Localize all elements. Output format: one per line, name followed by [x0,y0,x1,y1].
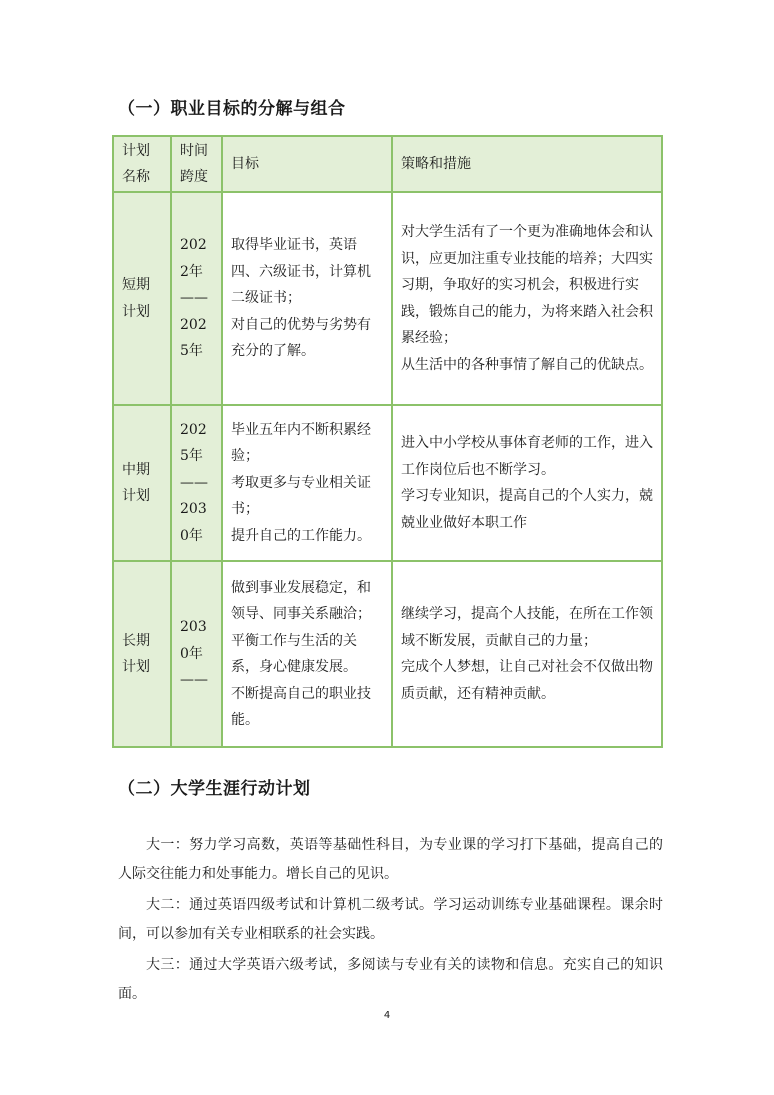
cell-span: 2025年 ——2030年 [171,405,222,561]
header-plan-name: 计划名称 [113,136,171,192]
table-header-row [113,136,662,192]
goal-item: 做到事业发展稳定，和领导、同事关系融洽； [231,579,371,622]
cell-strategies [392,192,662,405]
cell-goals [222,405,392,561]
goal-item: 毕业五年内不断积累经验； [231,421,371,465]
header-strategies: 策略和措施 [392,136,662,192]
cell-plan: 短期计划 [113,192,171,405]
cell-strategies [392,405,662,561]
strategy-item: 进入中小学校从事体育老师的工作，进入工作岗位后也不断学习。 [401,435,653,478]
table-row-mid-term [113,405,662,561]
goal-item: 平衡工作与生活的关系，身心健康发展。 [231,632,357,675]
strategy-item: 学习专业知识，提高自己的个人实力，兢兢业业做好本职工作 [401,488,653,531]
cell-span: 2030年 —— [171,561,222,747]
goal-item: 取得毕业证书，英语四、六级证书，计算机二级证书； [231,237,371,307]
table-row-long-term [113,561,662,747]
paragraph-year-two: 大二：通过英语四级考试和计算机二级考试。学习运动训练专业基础课程。课余时间，可以参加有关专业相联系的社会实践。 [118,897,663,942]
section-title-action-plan: （二）大学生涯行动计划 [118,779,311,799]
cell-goals [222,192,392,405]
strategy-item: 继续学习，提高个人技能，在所在工作领域不断发展，贡献自己的力量； [401,606,653,649]
goal-item: 不断提高自己的职业技能。 [231,685,371,728]
table-row-short-term [113,192,662,405]
cell-span: 2022年 ——2025年 [171,192,222,405]
goal-item: 对自己的优势与劣势有充分的了解。 [231,316,371,360]
paragraph-year-three: 大三：通过大学英语六级考试，多阅读与专业有关的读物和信息。充实自己的知识面。 [118,957,663,1002]
strategy-item: 完成个人梦想，让自己对社会不仅做出物质贡献，还有精神贡献。 [401,659,653,702]
page-number: 4 [383,1010,391,1021]
header-goals: 目标 [222,136,392,192]
strategy-item: 对大学生活有了一个更为准确地体会和认识，应更加注重专业技能的培养；大四实习期，争取好的实习机会，积极进行实践，锻炼自己的能力，为将来踏入社会积累经验； [401,224,653,346]
paragraph-year-one: 大一：努力学习高数，英语等基础性科目，为专业课的学习打下基础，提高自己的人际交往能力和处事能力。增长自己的见识。 [118,837,663,882]
career-plan-table [112,135,663,748]
cell-plan: 长期计划 [113,561,171,747]
strategy-item: 从生活中的各种事情了解自己的优缺点。 [401,356,653,373]
cell-goals [222,561,392,747]
header-time-span: 时间跨度 [171,136,222,192]
cell-plan: 中期计划 [113,405,171,561]
section-title-career-goals: （一）职业目标的分解与组合 [118,99,346,119]
goal-item: 考取更多与专业相关证书； [231,474,371,518]
goal-item: 提升自己的工作能力。 [231,527,371,544]
cell-strategies [392,561,662,747]
